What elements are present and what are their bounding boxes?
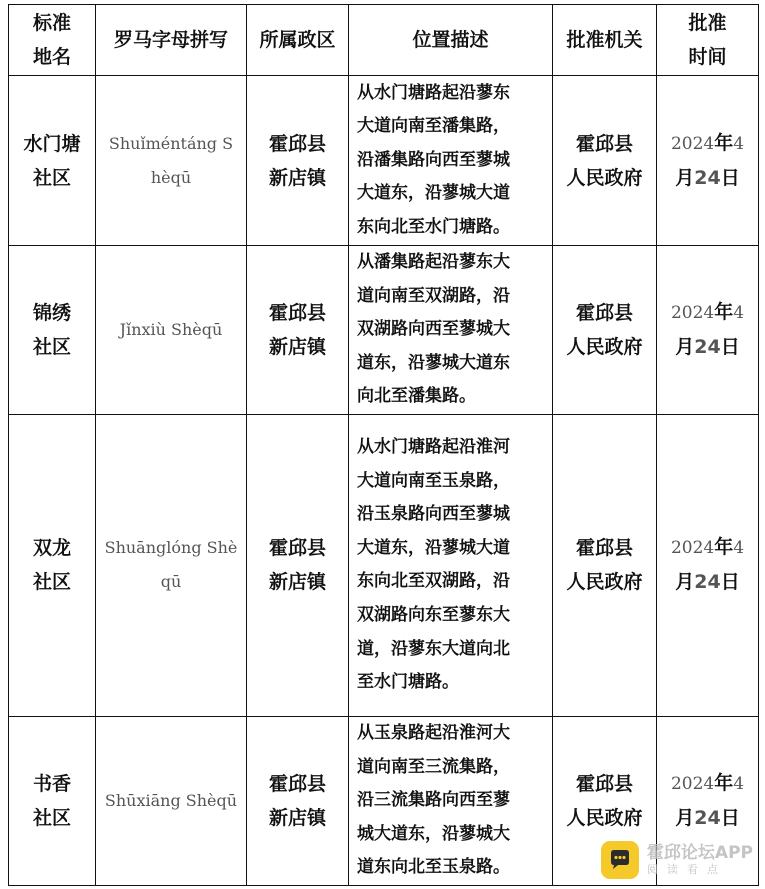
cell-authority <box>553 76 657 246</box>
chat-bubble-logo-icon <box>601 841 639 879</box>
app-watermark <box>601 841 753 879</box>
roman-spelling-text: Shuǐméntáng S hèqū <box>108 133 234 187</box>
cell-standard-name <box>9 246 96 415</box>
watermark-title: 霍邱论坛APP <box>646 843 753 863</box>
admin-area-text: 霍邱县 新店镇 <box>268 301 326 358</box>
cell-admin-area <box>247 246 349 415</box>
location-text: 从潘集路起沿蓼东大 道向南至双湖路，沿 双湖路向西至蓼城大 道东，沿蓼城大道东 向北至潘集路。 <box>357 252 510 407</box>
date-month-unit: 月 <box>675 335 695 358</box>
date-year-unit: 年 <box>714 300 734 323</box>
place-name-table <box>8 4 759 886</box>
location-text: 从玉泉路起沿淮河大 道向南至三流集路， 沿三流集路向西至蓼 城大道东，沿蓼城大 道东向北至玉泉路。 <box>357 722 510 878</box>
cell-admin-area <box>247 76 349 246</box>
cell-roman-spelling <box>96 414 247 716</box>
cell-location <box>349 716 553 885</box>
authority-text: 霍邱县 人民政府 <box>566 537 643 594</box>
standard-name-text: 书香 社区 <box>32 772 71 829</box>
date-day: 24 <box>694 166 721 189</box>
cell-location <box>349 76 553 246</box>
date-year: 2024 <box>670 302 715 323</box>
cell-location <box>349 246 553 415</box>
cell-standard-name <box>9 76 96 246</box>
header-admin-area <box>247 5 349 76</box>
watermark-subtitle: 阅读看点 <box>646 863 727 876</box>
header-location <box>349 5 553 76</box>
chat-bubble-icon-svg <box>607 847 633 873</box>
date-day: 24 <box>694 335 721 358</box>
location-text: 从水门塘路起沿淮河 大道向南至玉泉路， 沿玉泉路向西至蓼城 大道东，沿蓼城大道 东向北至双湖路，沿 双湖路向东至蓼东大 道，沿蓼东大道向北 至水门塘路。 <box>357 437 510 693</box>
header-standard-name <box>9 5 96 76</box>
date-month-unit: 月 <box>675 166 695 189</box>
location-text: 从水门塘路起沿蓼东 大道向南至潘集路， 沿潘集路向西至蓼城 大道东，沿蓼城大道 东向北至水门塘路。 <box>357 82 510 237</box>
authority-text: 霍邱县 人民政府 <box>566 772 643 829</box>
table-header-row <box>9 5 759 76</box>
cell-admin-area <box>247 716 349 885</box>
table-row <box>9 76 759 246</box>
header-approval-time <box>657 5 759 76</box>
standard-name-text: 双龙 社区 <box>32 537 71 594</box>
admin-area-text: 霍邱县 新店镇 <box>268 772 326 829</box>
date-year-unit: 年 <box>714 536 734 559</box>
admin-area-text: 霍邱县 新店镇 <box>268 132 326 189</box>
header-admin-area-text: 所属政区 <box>259 29 336 51</box>
date-day-unit: 日 <box>720 166 740 189</box>
date-month-unit: 月 <box>675 571 695 594</box>
date-month: 4 <box>733 773 745 794</box>
header-roman-spelling-text: 罗马字母拼写 <box>113 29 228 51</box>
date-day-unit: 日 <box>720 571 740 594</box>
cell-approval-date <box>657 76 759 246</box>
date-day: 24 <box>694 571 721 594</box>
header-authority <box>553 5 657 76</box>
roman-spelling-text: Shūxiāng Shèqū <box>104 790 238 810</box>
authority-text: 霍邱县 人民政府 <box>566 301 643 358</box>
header-standard-name-text: 标准 地名 <box>32 12 71 68</box>
date-year: 2024 <box>670 538 715 559</box>
cell-admin-area <box>247 414 349 716</box>
date-month-unit: 月 <box>675 806 695 829</box>
date-day-unit: 日 <box>720 335 740 358</box>
authority-text: 霍邱县 人民政府 <box>566 132 643 189</box>
table-row <box>9 246 759 415</box>
header-approval-time-text: 批准 时间 <box>688 12 727 68</box>
watermark-text <box>647 843 753 877</box>
admin-area-text: 霍邱县 新店镇 <box>268 537 326 594</box>
header-location-text: 位置描述 <box>412 29 489 51</box>
date-day-unit: 日 <box>720 806 740 829</box>
date-month: 4 <box>733 538 745 559</box>
cell-approval-date <box>657 246 759 415</box>
cell-roman-spelling <box>96 716 247 885</box>
date-year: 2024 <box>670 773 715 794</box>
table-row <box>9 414 759 716</box>
date-month: 4 <box>733 302 745 323</box>
date-month: 4 <box>733 133 745 154</box>
date-year-unit: 年 <box>714 131 734 154</box>
header-roman-spelling <box>96 5 247 76</box>
cell-approval-date <box>657 414 759 716</box>
cell-standard-name <box>9 414 96 716</box>
roman-spelling-text: Jǐnxiù Shèqū <box>119 319 223 339</box>
date-year: 2024 <box>670 133 715 154</box>
date-year-unit: 年 <box>714 771 734 794</box>
date-day: 24 <box>694 806 721 829</box>
standard-name-text: 锦绣 社区 <box>32 301 71 358</box>
cell-roman-spelling <box>96 76 247 246</box>
cell-authority <box>553 414 657 716</box>
cell-authority <box>553 246 657 415</box>
standard-name-text: 水门塘 社区 <box>23 132 81 189</box>
cell-roman-spelling <box>96 246 247 415</box>
cell-standard-name <box>9 716 96 885</box>
header-authority-text: 批准机关 <box>566 29 643 51</box>
roman-spelling-text: Shuānglóng Shè qū <box>104 538 238 592</box>
cell-location <box>349 414 553 716</box>
